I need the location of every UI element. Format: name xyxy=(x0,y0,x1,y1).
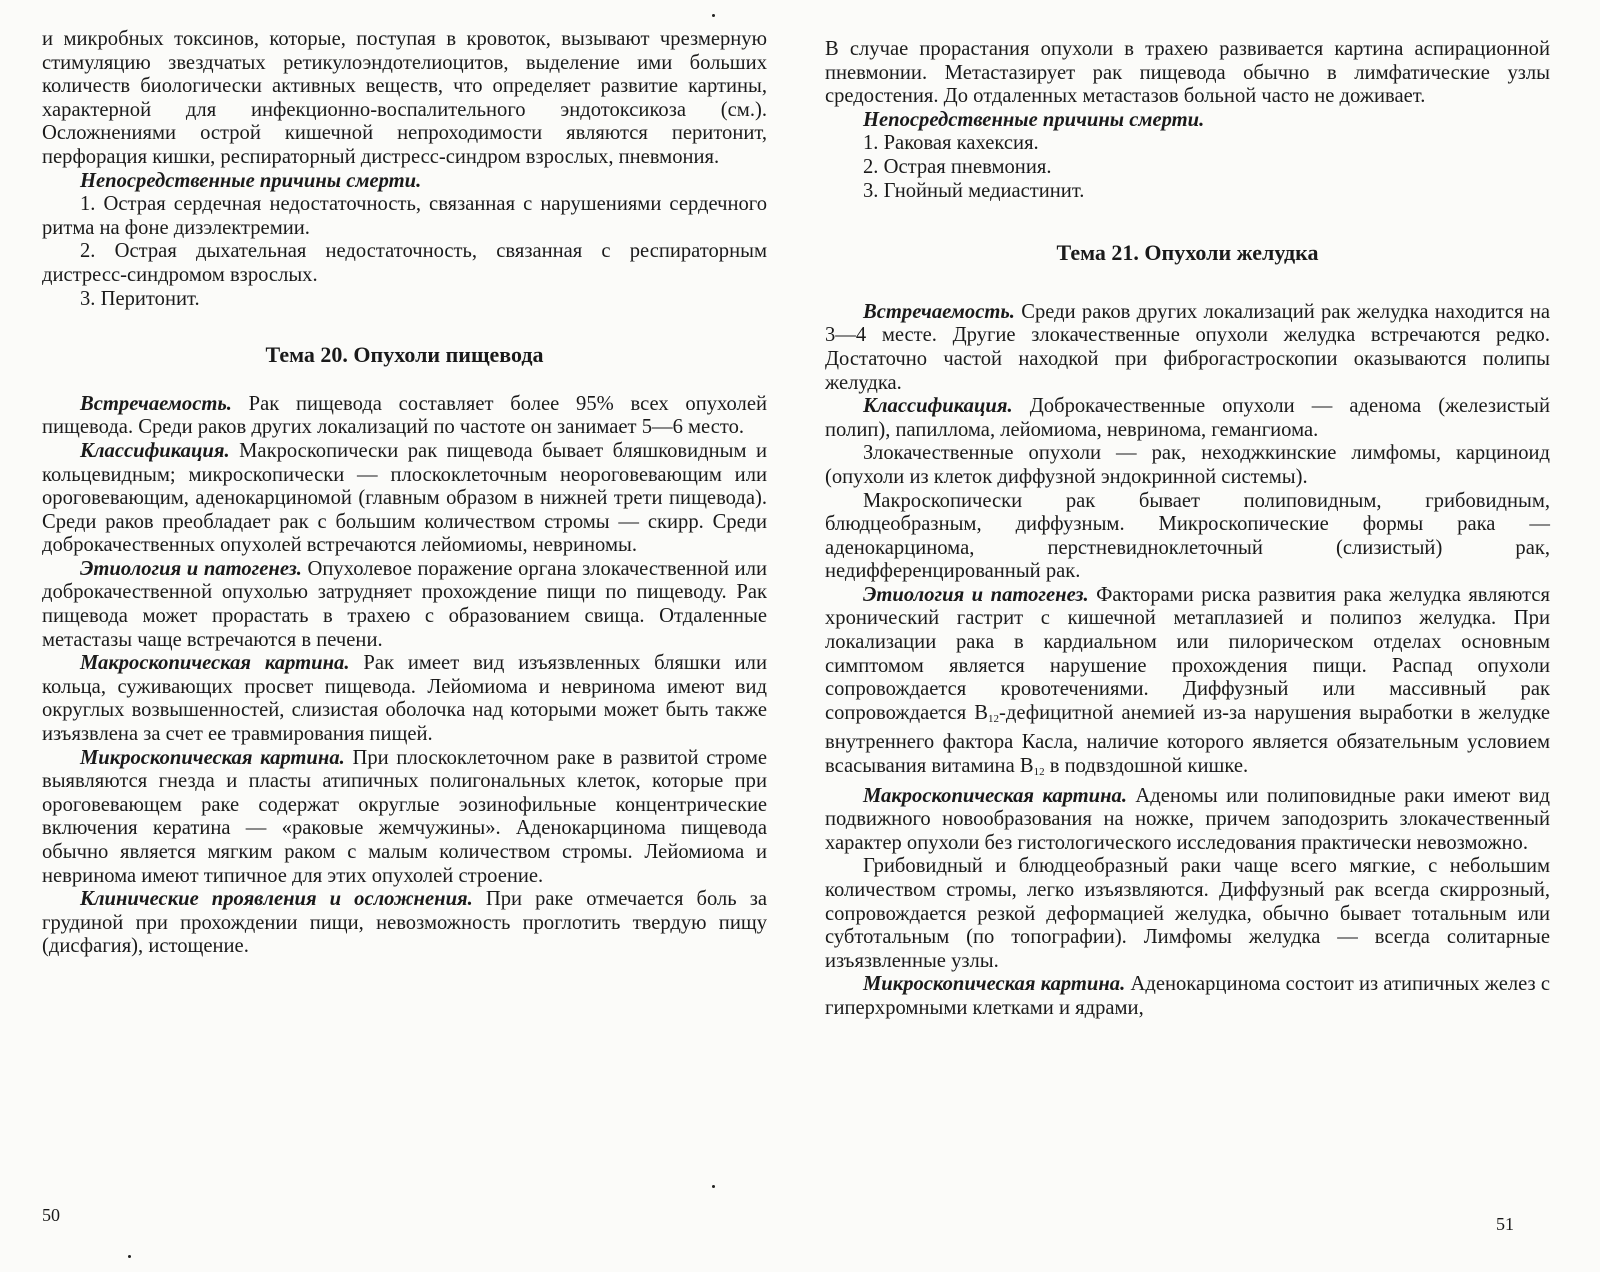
list-item: 2. Острая пневмония. xyxy=(863,155,1052,178)
scan-speck xyxy=(128,1255,131,1258)
paragraph: Этиология и патогенез. Факторами риска развития рака желудка являются хронический гастрит с кишечной метаплазией и полипоз желудка. При локализации рака в кардиальном или пилорическом отделах основным симптомом является нарушение прохождения пищи. Распад опухоли сопровождается кровотечениями. Диффузный или массивный рак сопровождается $B_{12}$-дефицитной анемией из-за нарушения выработки в желудке внутреннего фактора Касла, наличие которого является обязательным условием всасывания витамина $B_{12}$ в подвздошной кишке. xyxy=(825,583,1551,779)
list-item: 1. Раковая кахексия. xyxy=(863,132,1039,155)
chapter-title: Тема 21. Опухоли желудка xyxy=(1056,240,1319,266)
list-item: 3. Гнойный медиастинит. xyxy=(863,179,1085,202)
list-item: 3. Перитонит. xyxy=(80,287,200,310)
scan-speck xyxy=(712,1185,715,1188)
left-page xyxy=(42,28,767,959)
section-heading: Непосредственные причины смерти. xyxy=(80,169,422,192)
paragraph: Злокачественные опухоли — рак, неходжкинские лимфомы, карциноид (опухоли из клеток диффузной эндокринной системы). xyxy=(825,442,1550,488)
section-heading: Непосредственные причины смерти. xyxy=(863,108,1205,131)
page-number: 51 xyxy=(1496,1214,1514,1234)
paragraph: Микроскопическая картина. Аденокарцинома состоит из атипичных желез с гиперхромными клетками и ядрами, xyxy=(825,973,1551,1019)
paragraph: Макроскопическая картина. Аденомы или полиповидные раки имеют вид подвижного новообразования на ножке, причем заподозрить злокачественный характер опухоли без гистологического исследования практически невозможно. xyxy=(825,784,1550,854)
scan-speck xyxy=(712,14,715,17)
paragraph: В случае прорастания опухоли в трахею развивается картина аспирационной пневмонии. Метастазирует рак пищевода обычно в лимфатические узлы средостения. До отдаленных метастазов больной часто не доживает. xyxy=(825,38,1550,108)
chapter-title: Тема 20. Опухоли пищевода xyxy=(265,342,544,368)
paragraph: Встречаемость. Среди раков других локализаций рак желудка находится на 3—4 месте. Другие злокачественные опухоли желудка встречаются редко. Достаточно частой находкой при фиброгастроскопии оказываются полипы желудка. xyxy=(825,300,1550,394)
paragraph: Макроскопическая картина. Рак имеет вид изъязвленных бляшки или кольца, суживающих просвет пищевода. Лейомиома и невринома имеют вид округлых возвышенностей, слизистая оболочка над которыми может быть также изъязвлена за счет ее травмирования пищей. xyxy=(42,652,767,746)
list-item: 2. Острая дыхательная недостаточность, связанная с респираторным дистресс-синдромом взрослых. xyxy=(42,240,767,286)
paragraph: Грибовидный и блюдцеобразный раки чаще всего мягкие, с небольшим количеством стромы, легко изъязвляются. Диффузный рак всегда скиррозный, сопровождается резкой деформацией желудка, обычно бывает тотальным или субтотальным (по топографии). Лимфомы желудка — всегда солитарные изъязвленные узлы. xyxy=(825,855,1550,972)
paragraph: Клинические проявления и осложнения. При раке отмечается боль за грудиной при прохождении пищи, невозможность проглотить твердую пищу (дисфагия), истощение. xyxy=(42,888,767,958)
paragraph: Встречаемость. Рак пищевода составляет более 95% всех опухолей пищевода. Среди раков других локализаций по частоте он занимает 5—6 место. xyxy=(42,392,767,439)
paragraph: Классификация. Макроскопически рак пищевода бывает бляшковидным и кольцевидным; микроскопически — плоскоклеточным неороговевающим или ороговевающим, аденокарциномой (главным образом в нижней трети пищевода). Среди раков преобладает рак с большим количеством стромы — скирр. Среди доброкачественных опухолей встречаются лейомиомы, невриномы. xyxy=(42,439,767,557)
right-page xyxy=(825,38,1550,1021)
page-number: 50 xyxy=(42,1205,60,1225)
paragraph: Классификация. Доброкачественные опухоли — аденома (железистый полип), папиллома, лейомиома, невринома, гемангиома. xyxy=(825,395,1550,441)
paragraph: и микробных токсинов, которые, поступая в кровоток, вызывают чрезмерную стимуляцию звездчатых ретикулоэндотелиоцитов, выделение ими больших количеств биологически активных веществ, что определяет развитие картины, характерной для инфекционно-воспалительного эндотоксикоза (см.). Осложнениями острой кишечной непроходимости являются перитонит, перфорация кишки, респираторный дистресс-синдром взрослых, пневмония. xyxy=(42,28,767,168)
paragraph: Микроскопическая картина. При плоскоклеточном раке в развитой строме выявляются гнезда и пласты атипичных полигональных клеток, которые при ороговевающем раке содержат округлые эозинофильные концентрические включения кератина — «раковые жемчужины». Аденокарцинома пищевода обычно является мягким раком с малым количеством стромы. Лейомиома и невринома имеют типичное для этих опухолей строение. xyxy=(42,746,767,887)
paragraph: Макроскопически рак бывает полиповидным, грибовидным, блюдцеобразным, диффузным. Микроскопические формы рака — аденокарцинома, перстневидноклеточный (слизистый) рак, недифференцированный рак. xyxy=(825,489,1550,583)
list-item: 1. Острая сердечная недостаточность, связанная с нарушениями сердечного ритма на фоне дизэлектремии. xyxy=(42,193,767,239)
paragraph: Этиология и патогенез. Опухолевое поражение органа злокачественной или доброкачественной опухолью затрудняет прохождение пищи по пищеводу. Рак пищевода может прорастать в трахею с образованием свища. Отдаленные метастазы чаще встречаются в печени. xyxy=(42,557,768,651)
